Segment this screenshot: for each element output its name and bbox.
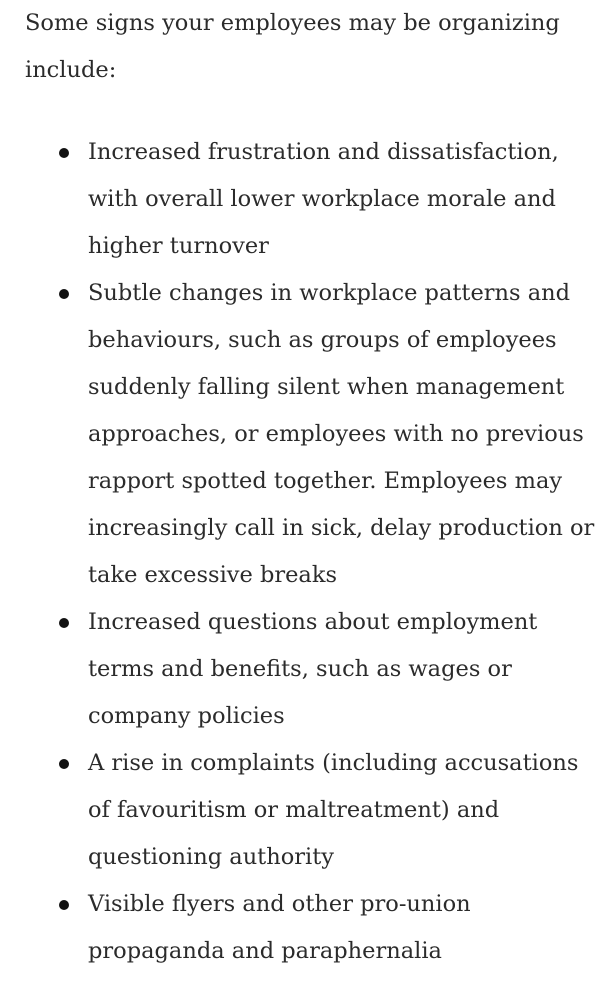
list-item-text: A rise in complaints (including accusations of favouritism or maltreatment) and questioning authority [88, 750, 579, 870]
list-item-text: Visible flyers and other pro-union propaganda and paraphernalia [88, 891, 471, 964]
bullet-icon [59, 289, 69, 299]
list-item [25, 599, 600, 740]
list-item-text: Subtle changes in workplace patterns and behaviours, such as groups of employees suddenly falling silent when management approaches, or employees with no previous rapport spotted together. Employees may increasingly call in sick, delay production or take excessive breaks [88, 280, 595, 588]
list-item [25, 270, 600, 599]
list-item [25, 881, 600, 975]
bullet-icon [59, 618, 69, 628]
bullet-icon [59, 759, 69, 769]
article-content [25, 0, 600, 964]
intro-paragraph: Some signs your employees may be organizing include: [25, 10, 560, 83]
list-item [25, 129, 600, 270]
signs-list [25, 129, 600, 975]
bullet-icon [59, 900, 69, 910]
list-item-text: Increased questions about employment terms and benefits, such as wages or company policies [88, 609, 538, 729]
bullet-icon [59, 148, 69, 158]
list-item [25, 740, 600, 881]
list-item-text: Increased frustration and dissatisfaction, with overall lower workplace morale and higher turnover [88, 139, 559, 259]
